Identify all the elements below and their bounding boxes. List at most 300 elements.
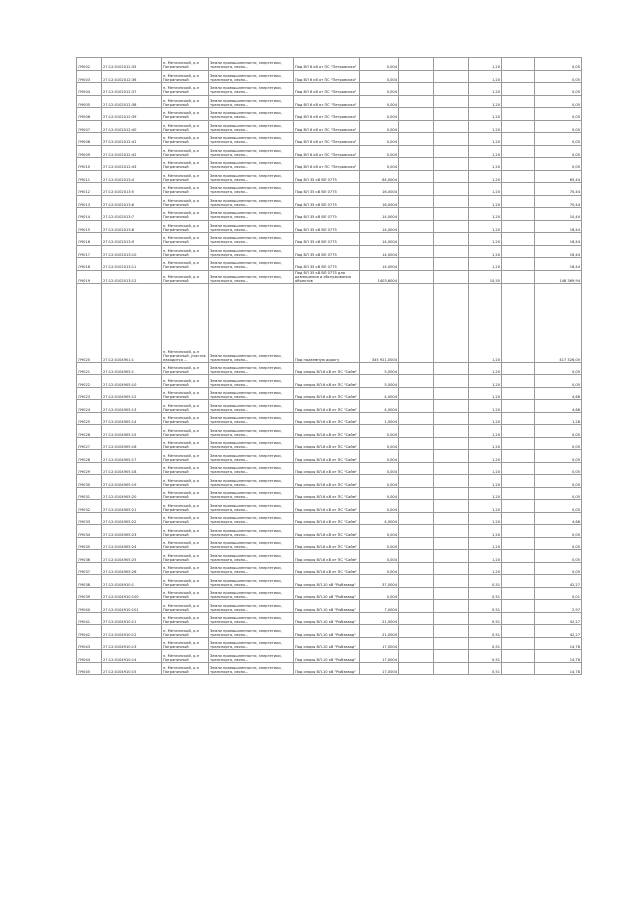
cell-use: Под ВЛ 6 кВ от ПС "Петровская" xyxy=(294,133,360,146)
cell-tax: 10,44 xyxy=(535,208,582,221)
cell-tax: 0,05 xyxy=(535,487,582,500)
cell-rate: 1,20 xyxy=(469,145,502,158)
cell-area: 0,004 xyxy=(360,158,399,171)
cell-loc: п. Метлинский, р-н Пограничный xyxy=(162,70,209,83)
cell-empty xyxy=(399,500,434,513)
cell-area: 0,004 xyxy=(360,83,399,96)
cell-empty xyxy=(502,158,535,171)
table-row xyxy=(77,637,582,650)
cell-rate: 1,20 xyxy=(469,425,502,438)
cell-cat: Земли промышленности, энергетики, транспорта, связи... xyxy=(209,375,294,388)
cell-kad: 27:12:0102013:11 xyxy=(102,258,162,271)
cell-id: ЛЧ029 xyxy=(77,462,102,475)
cell-cat: Земли промышленности, энергетики, транспорта, связи... xyxy=(209,425,294,438)
cell-id: ЛЧ028 xyxy=(77,450,102,463)
cell-empty xyxy=(434,450,469,463)
cell-empty xyxy=(399,108,434,121)
cell-kad: 27:12:0102012:36 xyxy=(102,70,162,83)
cell-area: 7,0004 xyxy=(360,600,399,613)
cell-cat: Земли промышленности, энергетики, транспорта, связи... xyxy=(209,525,294,538)
cell-area: 0,004 xyxy=(360,108,399,121)
cell-empty xyxy=(434,170,469,183)
table-row xyxy=(77,70,582,83)
cell-rate: 1,20 xyxy=(469,375,502,388)
cell-tax: 0,05 xyxy=(535,70,582,83)
cell-empty xyxy=(399,283,434,362)
cell-cat: Земли промышленности, энергетики, транспорта, связи... xyxy=(209,550,294,563)
cell-area: 37,0004 xyxy=(360,575,399,588)
cell-tax: 1,28 xyxy=(535,412,582,425)
cell-empty xyxy=(434,245,469,258)
cell-rate: 0,51 xyxy=(469,612,502,625)
cell-empty xyxy=(434,650,469,663)
cell-cat: Земли промышленности, энергетики, транспорта, связи... xyxy=(209,637,294,650)
cell-loc: п. Метлинский, р-н Пограничный xyxy=(162,575,209,588)
cell-empty xyxy=(399,258,434,271)
cell-kad: 27:12:0104905:25 xyxy=(102,550,162,563)
cell-kad: 27:12:0102012:37 xyxy=(102,83,162,96)
cell-cat: Земли промышленности, энергетики, транспорта, связи... xyxy=(209,600,294,613)
cell-empty xyxy=(399,412,434,425)
cell-cat: Земли промышленности, энергетики, транспорта, связи... xyxy=(209,108,294,121)
cell-rate: 1,20 xyxy=(469,537,502,550)
cell-loc: п. Метлинский, р-н Пограничный xyxy=(162,400,209,413)
cell-empty xyxy=(434,95,469,108)
cell-loc: п. Метлинский, р-н Пограничный xyxy=(162,487,209,500)
cell-cat: Земли промышленности, энергетики, транспорта, связи... xyxy=(209,58,294,71)
cell-empty xyxy=(434,387,469,400)
cell-loc: п. Метлинский, р-н Пограничный xyxy=(162,450,209,463)
cell-empty xyxy=(434,70,469,83)
cell-rate: 1,20 xyxy=(469,70,502,83)
cell-id: ЛЧ043 xyxy=(77,637,102,650)
table-row xyxy=(77,400,582,413)
cell-empty xyxy=(502,650,535,663)
cell-cat: Земли промышленности, энергетики, транспорта, связи... xyxy=(209,158,294,171)
cell-id: ЛЧ034 xyxy=(77,525,102,538)
cell-rate: 1,20 xyxy=(469,475,502,488)
cell-empty xyxy=(434,83,469,96)
cell-tax: 0,05 xyxy=(535,550,582,563)
cell-area: 0,004 xyxy=(360,500,399,513)
cell-empty xyxy=(502,375,535,388)
table-row xyxy=(77,283,582,362)
cell-use: Под ВЛ 35 кВ ВЛ 0775 xyxy=(294,258,360,271)
cell-tax: 0,05 xyxy=(535,58,582,71)
cell-empty xyxy=(434,537,469,550)
cell-empty xyxy=(502,233,535,246)
cell-cat: Земли промышленности, энергетики, транспорта, связи... xyxy=(209,537,294,550)
cell-empty xyxy=(399,537,434,550)
cell-empty xyxy=(502,362,535,375)
cell-cat: Земли промышленности, энергетики, транспорта, связи... xyxy=(209,133,294,146)
cell-empty xyxy=(502,612,535,625)
cell-kad: 27:12:0104905:10 xyxy=(102,375,162,388)
cell-loc: п. Метлинский, р-н Пограничный xyxy=(162,208,209,221)
cell-tax: 42,27 xyxy=(535,612,582,625)
table-row xyxy=(77,158,582,171)
cell-empty xyxy=(434,425,469,438)
cell-tax: 0,05 xyxy=(535,562,582,575)
cell-cat: Земли промышленности, энергетики, транспорта, связи... xyxy=(209,270,294,283)
cell-tax: 0,01 xyxy=(535,587,582,600)
cell-cat: Земли промышленности, энергетики, транспорта, связи... xyxy=(209,512,294,525)
cell-tax: 16,44 xyxy=(535,258,582,271)
cell-tax: 0,05 xyxy=(535,500,582,513)
cell-kad: 27:12:0104905:14 xyxy=(102,412,162,425)
cell-loc: п. Метлинский, р-н Пограничный xyxy=(162,587,209,600)
cell-id: ЛЧ022 xyxy=(77,375,102,388)
cell-empty xyxy=(399,475,434,488)
cell-loc: п. Метлинский, р-н Пограничный xyxy=(162,437,209,450)
cell-empty xyxy=(502,425,535,438)
cell-rate: 1,20 xyxy=(469,133,502,146)
cell-empty xyxy=(399,637,434,650)
cell-use: Под опоры ВЛ-6 кВ от ПС "Сайм" xyxy=(294,387,360,400)
cell-kad: 27:12:0102012:42 xyxy=(102,145,162,158)
cell-empty xyxy=(502,283,535,362)
cell-use: Под опоры ВЛ-10 кВ "Рыбзавод" xyxy=(294,650,360,663)
cell-empty xyxy=(502,208,535,221)
cell-loc: п. Метлинский, р-н Пограничный xyxy=(162,270,209,283)
cell-empty xyxy=(434,183,469,196)
cell-id: ЛЧ003 xyxy=(77,70,102,83)
cell-tax: 0,05 xyxy=(535,425,582,438)
cell-loc: п. Метлинский, р-н Пограничный xyxy=(162,95,209,108)
cell-use: Под опоры ВЛ-10 кВ "Рыбзавод" xyxy=(294,575,360,588)
cell-use: Под опоры ВЛ-6 кВ от ПС "Сайм" xyxy=(294,375,360,388)
cell-empty xyxy=(502,95,535,108)
cell-use: Под опоры ВЛ-10 кВ "Рыбзавод" xyxy=(294,662,360,675)
table-row xyxy=(77,245,582,258)
table-row xyxy=(77,650,582,663)
cell-loc: п. Метлинский, р-н Пограничный xyxy=(162,195,209,208)
cell-cat: Земли промышленности, энергетики, транспорта, связи... xyxy=(209,387,294,400)
table-row xyxy=(77,208,582,221)
cell-loc: п. Метлинский, р-н Пограничный xyxy=(162,462,209,475)
table-row xyxy=(77,475,582,488)
cell-empty xyxy=(502,170,535,183)
cell-loc: п. Метлинский, р-н Пограничный xyxy=(162,120,209,133)
cell-use: Под опоры ВЛ-6 кВ от ПС "Сайм" xyxy=(294,487,360,500)
table-row xyxy=(77,487,582,500)
cell-cat: Земли промышленности, энергетики, транспорта, связи... xyxy=(209,120,294,133)
cell-empty xyxy=(434,208,469,221)
cell-area: 0,004 xyxy=(360,525,399,538)
cell-area: 0,004 xyxy=(360,70,399,83)
cell-empty xyxy=(434,512,469,525)
cell-id: ЛЧ011 xyxy=(77,170,102,183)
cell-area: 64,0004 xyxy=(360,170,399,183)
cell-empty xyxy=(399,133,434,146)
table-row xyxy=(77,133,582,146)
cell-empty xyxy=(399,195,434,208)
cell-empty xyxy=(502,245,535,258)
cell-loc: п. Метлинский, р-н Пограничный xyxy=(162,220,209,233)
cell-kad: 27:12:0104905:19 xyxy=(102,475,162,488)
cell-empty xyxy=(434,587,469,600)
cell-cat: Земли промышленности, энергетики, транспорта, связи... xyxy=(209,83,294,96)
cell-area: 0,004 xyxy=(360,487,399,500)
cell-rate: 10,55 xyxy=(469,270,502,283)
cell-id: ЛЧ044 xyxy=(77,650,102,663)
cell-tax: 65,44 xyxy=(535,170,582,183)
cell-use: Под подземную дорогу xyxy=(294,283,360,362)
cell-cat: Земли промышленности, энергетики, транспорта, связи... xyxy=(209,662,294,675)
cell-empty xyxy=(502,487,535,500)
cell-use: Под ВЛ 6 кВ от ПС "Петровская" xyxy=(294,145,360,158)
cell-cat: Земли промышленности, энергетики, транспорта, связи... xyxy=(209,487,294,500)
cell-empty xyxy=(399,462,434,475)
cell-empty xyxy=(399,375,434,388)
cell-area: 17,0004 xyxy=(360,637,399,650)
table-row xyxy=(77,550,582,563)
cell-id: ЛЧ017 xyxy=(77,245,102,258)
cell-empty xyxy=(502,537,535,550)
cell-empty xyxy=(399,233,434,246)
cell-empty xyxy=(434,500,469,513)
cell-use: Под опоры ВЛ-10 кВ "Рыбзавод" xyxy=(294,612,360,625)
cell-cat: Земли промышленности, энергетики, транспорта, связи... xyxy=(209,562,294,575)
cell-tax: 0,05 xyxy=(535,475,582,488)
cell-loc: п. Метлинский, р-н Пограничный, участок находится ... xyxy=(162,283,209,362)
cell-use: Под ВЛ 6 кВ от ПС "Петровская" xyxy=(294,158,360,171)
cell-area: 14,0004 xyxy=(360,233,399,246)
cell-kad: 27:12:0102013:10 xyxy=(102,245,162,258)
cell-rate: 1,20 xyxy=(469,512,502,525)
cell-area: 17,0004 xyxy=(360,650,399,663)
cell-cat: Земли промышленности, энергетики, транспорта, связи... xyxy=(209,70,294,83)
cell-use: Под опоры ВЛ-6 кВ от ПС "Сайм" xyxy=(294,412,360,425)
cell-area: 21,0004 xyxy=(360,612,399,625)
table-row xyxy=(77,108,582,121)
cell-use: Под опоры ВЛ-6 кВ от ПС "Сайм" xyxy=(294,525,360,538)
cell-empty xyxy=(399,58,434,71)
cell-tax: 16,44 xyxy=(535,233,582,246)
cell-empty xyxy=(502,500,535,513)
cell-kad: 27:12:0104910:1 xyxy=(102,575,162,588)
cell-loc: п. Метлинский, р-н Пограничный xyxy=(162,475,209,488)
cell-cat: Земли промышленности, энергетики, транспорта, связи... xyxy=(209,412,294,425)
cell-id: ЛЧ010 xyxy=(77,158,102,171)
cell-id: ЛЧ004 xyxy=(77,83,102,96)
cell-loc: п. Метлинский, р-н Пограничный xyxy=(162,375,209,388)
cell-kad: 27:12:0104905:26 xyxy=(102,562,162,575)
cell-empty xyxy=(399,400,434,413)
cell-empty xyxy=(502,183,535,196)
cell-tax: 0,05 xyxy=(535,462,582,475)
cell-use: Под ВЛ 35 кВ ВЛ 0775 xyxy=(294,183,360,196)
cell-id: ЛЧ005 xyxy=(77,95,102,108)
table-row xyxy=(77,462,582,475)
cell-use: Под ВЛ 6 кВ от ПС "Петровская" xyxy=(294,95,360,108)
cell-id: ЛЧ038 xyxy=(77,575,102,588)
cell-kad: 27:12:0104910:14 xyxy=(102,650,162,663)
cell-id: ЛЧ037 xyxy=(77,562,102,575)
cell-tax: 70,44 xyxy=(535,195,582,208)
cell-tax: 0,05 xyxy=(535,83,582,96)
cell-empty xyxy=(502,512,535,525)
cell-use: Под опоры ВЛ-10 кВ "Рыбзавод" xyxy=(294,600,360,613)
cell-empty xyxy=(502,58,535,71)
table-row xyxy=(77,145,582,158)
cell-empty xyxy=(434,108,469,121)
table-row xyxy=(77,412,582,425)
cell-kad: 27:12:0104910:101 xyxy=(102,600,162,613)
cell-tax: 14,78 xyxy=(535,662,582,675)
cell-loc: п. Метлинский, р-н Пограничный xyxy=(162,233,209,246)
cell-empty xyxy=(399,170,434,183)
cell-area: 0,004 xyxy=(360,475,399,488)
cell-loc: п. Метлинский, р-н Пограничный xyxy=(162,500,209,513)
cell-rate: 1,20 xyxy=(469,108,502,121)
cell-kad: 27:12:0102012:39 xyxy=(102,108,162,121)
cell-use: Под опоры ВЛ-10 кВ "Рыбзавод" xyxy=(294,587,360,600)
cell-rate: 1,20 xyxy=(469,158,502,171)
cell-empty xyxy=(502,625,535,638)
cell-rate: 1,20 xyxy=(469,245,502,258)
cell-empty xyxy=(502,412,535,425)
table-row xyxy=(77,537,582,550)
cell-use: Под опоры ВЛ-10 кВ "Рыбзавод" xyxy=(294,637,360,650)
cell-loc: п. Метлинский, р-н Пограничный xyxy=(162,425,209,438)
cell-cat: Земли промышленности, энергетики, транспорта, связи... xyxy=(209,462,294,475)
cell-id: ЛЧ031 xyxy=(77,487,102,500)
cell-area: 0,004 xyxy=(360,450,399,463)
cell-rate: 1,20 xyxy=(469,412,502,425)
cell-area: 16,0004 xyxy=(360,183,399,196)
table-row xyxy=(77,233,582,246)
cell-tax: 0,05 xyxy=(535,537,582,550)
cell-cat: Земли промышленности, энергетики, транспорта, связи... xyxy=(209,437,294,450)
cell-loc: п. Метлинский, р-н Пограничный xyxy=(162,387,209,400)
cell-empty xyxy=(502,145,535,158)
cell-kad: 27:12:0102013:12 xyxy=(102,270,162,283)
cell-use: Под ВЛ 35 кВ ВЛ 0775 xyxy=(294,170,360,183)
cell-loc: п. Метлинский, р-н Пограничный xyxy=(162,562,209,575)
cell-kad: 27:12:0104905:16 xyxy=(102,437,162,450)
cell-use: Под опоры ВЛ-6 кВ от ПС "Сайм" xyxy=(294,437,360,450)
cell-rate: 0,51 xyxy=(469,587,502,600)
cell-rate: 1,20 xyxy=(469,525,502,538)
table-row xyxy=(77,220,582,233)
cell-use: Под ВЛ 35 кВ ВЛ 0775 xyxy=(294,195,360,208)
cell-use: Под опоры ВЛ-6 кВ от ПС "Сайм" xyxy=(294,462,360,475)
cell-id: ЛЧ012 xyxy=(77,183,102,196)
cell-cat: Земли промышленности, энергетики, транспорта, связи... xyxy=(209,612,294,625)
cell-id: ЛЧ013 xyxy=(77,195,102,208)
table-row xyxy=(77,600,582,613)
cell-use: Под опоры ВЛ-6 кВ от ПС "Сайм" xyxy=(294,450,360,463)
cell-loc: п. Метлинский, р-н Пограничный xyxy=(162,158,209,171)
cell-empty xyxy=(502,270,535,283)
cell-empty xyxy=(399,587,434,600)
cell-use: Под опоры ВЛ-6 кВ от ПС "Сайм" xyxy=(294,400,360,413)
cell-tax: 0,05 xyxy=(535,108,582,121)
cell-empty xyxy=(399,83,434,96)
cell-tax: 0,05 xyxy=(535,375,582,388)
cell-rate: 1,20 xyxy=(469,500,502,513)
cell-empty xyxy=(502,70,535,83)
cell-area: 0,004 xyxy=(360,462,399,475)
cell-empty xyxy=(399,512,434,525)
cell-empty xyxy=(434,195,469,208)
cell-use: Под опоры ВЛ-6 кВ от ПС "Сайм" xyxy=(294,550,360,563)
cell-area: 14,0004 xyxy=(360,208,399,221)
cell-empty xyxy=(502,475,535,488)
table-row xyxy=(77,662,582,675)
cell-id: ЛЧ026 xyxy=(77,425,102,438)
cell-empty xyxy=(399,387,434,400)
cell-cat: Земли промышленности, энергетики, транспорта, связи... xyxy=(209,650,294,663)
cell-id: ЛЧ045 xyxy=(77,662,102,675)
cell-id: ЛЧ041 xyxy=(77,612,102,625)
cell-empty xyxy=(502,462,535,475)
cell-empty xyxy=(399,95,434,108)
cell-kad: 27:12:0104910:11 xyxy=(102,612,162,625)
cell-id: ЛЧ018 xyxy=(77,258,102,271)
cell-empty xyxy=(434,58,469,71)
cell-use: Под ВЛ 6 кВ от ПС "Петровская" xyxy=(294,83,360,96)
table-row xyxy=(77,425,582,438)
cell-loc: п. Метлинский, р-н Пограничный xyxy=(162,662,209,675)
table-row xyxy=(77,500,582,513)
cell-rate: 1,20 xyxy=(469,195,502,208)
cell-area: 21,0004 xyxy=(360,625,399,638)
cell-loc: п. Метлинский, р-н Пограничный xyxy=(162,600,209,613)
cell-cat: Земли промышленности, энергетики, транспорта, связи... xyxy=(209,575,294,588)
cell-use: Под опоры ВЛ-6 кВ от ПС "Сайм" xyxy=(294,475,360,488)
cell-loc: п. Метлинский, р-н Пограничный xyxy=(162,258,209,271)
cell-rate: 1,20 xyxy=(469,462,502,475)
cell-cat: Земли промышленности, энергетики, транспорта, связи... xyxy=(209,183,294,196)
cell-empty xyxy=(399,450,434,463)
cell-empty xyxy=(434,487,469,500)
cell-loc: п. Метлинский, р-н Пограничный xyxy=(162,183,209,196)
cell-empty xyxy=(399,550,434,563)
cell-loc: п. Метлинский, р-н Пограничный xyxy=(162,612,209,625)
cell-kad: 27:12:0104910:13 xyxy=(102,637,162,650)
cell-kad: 27:12:0104905:1 xyxy=(102,362,162,375)
cell-empty xyxy=(434,233,469,246)
cell-cat: Земли промышленности, энергетики, транспорта, связи... xyxy=(209,500,294,513)
cell-loc: п. Метлинский, р-н Пограничный xyxy=(162,362,209,375)
table-row xyxy=(77,562,582,575)
cell-rate: 1,20 xyxy=(469,170,502,183)
cell-use: Под ВЛ 35 кВ ВЛ 0775 xyxy=(294,208,360,221)
cell-empty xyxy=(434,612,469,625)
table-row xyxy=(77,258,582,271)
cell-empty xyxy=(434,600,469,613)
cell-id: ЛЧ019 xyxy=(77,270,102,283)
cell-loc: п. Метлинский, р-н Пограничный xyxy=(162,133,209,146)
cell-area: 1403,6004 xyxy=(360,270,399,283)
cell-id: ЛЧ002 xyxy=(77,58,102,71)
cell-id: ЛЧ032 xyxy=(77,500,102,513)
table-row xyxy=(77,625,582,638)
cell-rate: 0,51 xyxy=(469,600,502,613)
cell-empty xyxy=(502,575,535,588)
cell-kad: 27:12:0104905:12 xyxy=(102,387,162,400)
cell-empty xyxy=(399,270,434,283)
cell-use: Под ВЛ 35 кВ ВЛ 0775 для размещения и обслуживания объектов xyxy=(294,270,360,283)
cell-kad: 27:12:0102013:9 xyxy=(102,233,162,246)
cell-empty xyxy=(399,208,434,221)
table-row xyxy=(77,450,582,463)
table-body xyxy=(77,58,582,675)
cell-tax: 0,05 xyxy=(535,133,582,146)
cell-empty xyxy=(399,487,434,500)
